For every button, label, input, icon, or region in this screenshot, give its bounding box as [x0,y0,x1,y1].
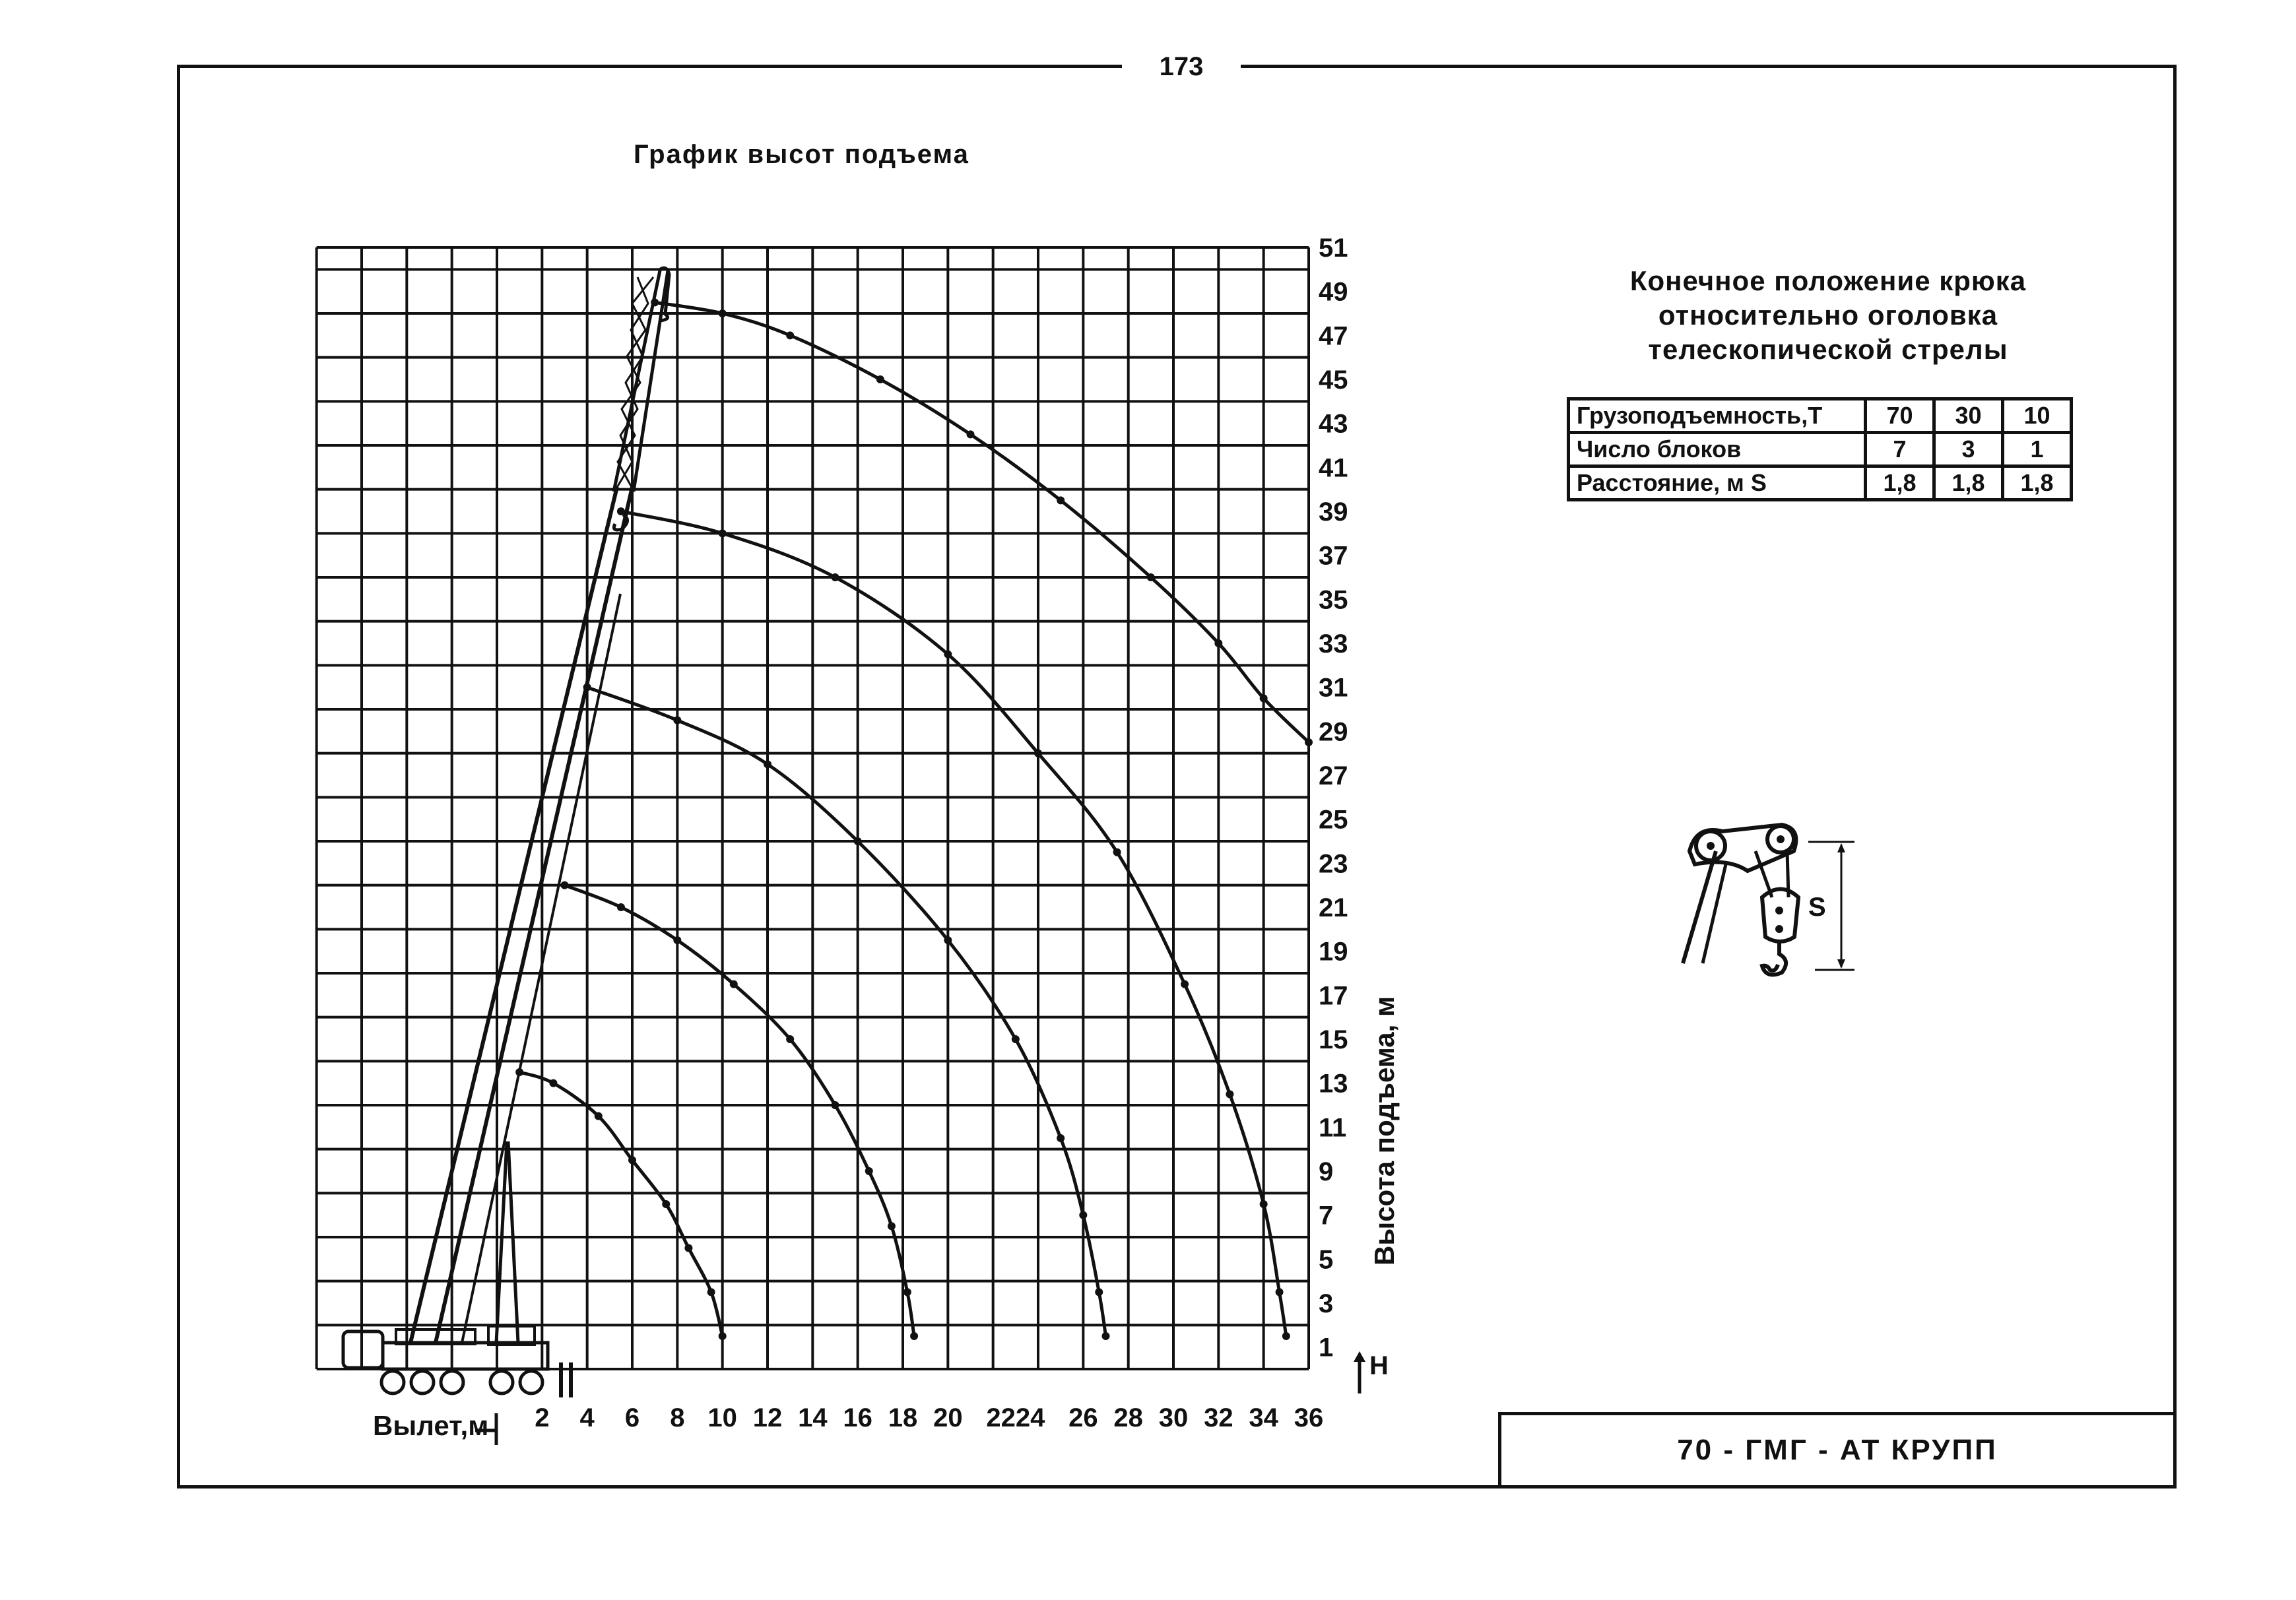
x-tick-label: 8 [670,1403,685,1432]
y-tick-label: 17 [1319,981,1348,1011]
data-point [1260,1200,1268,1208]
data-point [1260,694,1268,702]
data-point [549,1079,557,1087]
data-point [865,1167,873,1175]
y-tick-label: 49 [1319,277,1348,307]
page-number: 173 [1122,44,1241,90]
data-point [876,375,884,383]
data-point [719,1332,727,1340]
y-tick-label: 21 [1319,893,1348,922]
y-tick-label: 39 [1319,497,1348,527]
data-point [944,936,952,944]
data-point [719,529,727,537]
data-point [1276,1288,1284,1296]
data-point [1102,1332,1110,1340]
data-point [1147,573,1155,581]
data-point [764,760,771,768]
y-tick-labels [1319,234,1348,1362]
distance-value-2: 1,8 [1934,466,2003,500]
blocks-label: Число блоков [1569,433,1866,466]
data-point [786,1035,794,1043]
y-tick-label: 37 [1319,541,1348,571]
hook-spec-table [1567,397,2073,501]
series-line-curve-2 [565,885,915,1336]
data-point [1181,980,1189,988]
blocks-row [1569,433,2072,466]
data-point [651,298,659,306]
y-tick-label: 31 [1319,673,1348,703]
y-tick-label: 5 [1319,1245,1334,1275]
x-tick-label: 12 [752,1403,783,1432]
blocks-value-3: 1 [2003,433,2072,466]
x-tick-label: 2 [535,1403,550,1432]
data-point [684,1244,692,1252]
data-point [673,717,681,724]
data-point [1113,848,1121,856]
data-point [967,430,975,438]
capacity-value-3: 10 [2003,399,2072,433]
model-name-box: 70 - ГМГ - АТ КРУПП [1498,1412,2177,1488]
data-point [1214,639,1222,647]
x-tick-label: 6 [624,1403,640,1432]
y-tick-label: 35 [1319,585,1348,615]
capacity-row [1569,399,2072,433]
y-axis-title: Высота подъема, м [1369,996,1400,1265]
x-tick-label: 32 [1204,1403,1233,1432]
data-point [673,936,681,944]
x-axis-title: Вылет,м [373,1410,489,1441]
y-tick-label: 7 [1319,1201,1334,1231]
series-line-curve-1 [519,1072,722,1336]
data-point [561,881,569,889]
data-point [1079,1211,1087,1219]
blocks-value-1: 7 [1866,433,1934,466]
data-point [628,1156,636,1164]
data-point [786,331,794,339]
height-marker [1354,1351,1389,1393]
chart-title: График высот подъема [634,140,969,169]
y-tick-label: 29 [1319,717,1348,747]
x-tick-label: 36 [1294,1403,1324,1432]
data-point [944,651,952,658]
distance-value-3: 1,8 [2003,466,2072,500]
y-tick-label: 1 [1319,1333,1334,1362]
data-point [1012,1035,1020,1043]
capacity-label: Грузоподъемность,Т [1569,399,1866,433]
data-point [1305,738,1313,746]
data-point [617,903,625,911]
distance-row [1569,466,2072,500]
data-point [719,309,727,317]
data-point [617,507,625,515]
data-point [832,1101,839,1109]
chart-grid [317,247,1309,1369]
x-tick-label: 26 [1068,1403,1098,1432]
data-point [583,684,591,691]
y-tick-label: 11 [1319,1113,1347,1143]
data-point [1057,1134,1065,1142]
hook-title-line-2: относительно оголовка [1658,300,1998,331]
y-tick-label: 41 [1319,453,1348,483]
x-tick-label: 10 [707,1403,737,1432]
data-point [1282,1332,1290,1340]
data-point [515,1068,523,1076]
hook-title-line-1: Конечное положение крюка [1629,265,2027,296]
distance-value-1: 1,8 [1866,466,1934,500]
data-point [903,1288,911,1296]
y-tick-label: 23 [1319,849,1348,879]
distance-label: Расстояние, м S [1569,466,1866,500]
hook-title-line-3: телескопической стрелы [1648,334,2008,365]
data-point [1034,750,1042,757]
capacity-value-1: 70 [1866,399,1934,433]
series-line-curve-3 [587,688,1106,1336]
y-tick-label: 25 [1319,805,1348,835]
data-point [832,573,839,581]
y-tick-label: 9 [1319,1157,1334,1186]
data-point [595,1112,603,1120]
data-point [910,1332,918,1340]
y-tick-label: 13 [1319,1069,1348,1099]
x-tick-label: 16 [843,1403,872,1432]
series-line-curve-4 [621,511,1286,1336]
lift-height-curves [515,298,1313,1340]
series-line-curve-5 [655,302,1309,742]
x-tick-label: 34 [1249,1403,1278,1432]
y-tick-label: 27 [1319,761,1348,790]
y-tick-label: 19 [1319,937,1348,967]
y-tick-label: 43 [1319,409,1348,439]
hook-block-diagram [1663,812,1881,990]
data-point [1057,496,1065,504]
x-tick-labels [535,1403,1323,1432]
data-point [1226,1090,1233,1098]
x-tick-label: 14 [798,1403,828,1432]
data-point [854,837,862,845]
height-marker-label: H [1369,1351,1389,1380]
data-point [888,1222,896,1230]
x-tick-label: 28 [1113,1403,1143,1432]
x-tick-label: 30 [1158,1403,1189,1432]
x-tick-label: 20 [933,1403,963,1432]
y-tick-label: 3 [1319,1289,1334,1318]
y-tick-label: 15 [1319,1025,1348,1054]
hook-panel-title [1571,264,2085,367]
data-point [662,1200,670,1208]
data-point [730,980,738,988]
y-tick-label: 51 [1319,234,1348,263]
x-tick-label: 4 [579,1403,595,1432]
crane-drawing [343,268,669,1397]
y-tick-label: 45 [1319,366,1348,395]
distance-s-label: S [1808,893,1826,922]
data-point [707,1288,715,1296]
data-point [1095,1288,1103,1296]
y-tick-label: 33 [1319,629,1348,658]
y-tick-label: 47 [1319,321,1348,351]
x-tick-label: 18 [888,1403,918,1432]
capacity-value-2: 30 [1934,399,2003,433]
x-tick-label: 2224 [986,1403,1045,1432]
blocks-value-2: 3 [1934,433,2003,466]
